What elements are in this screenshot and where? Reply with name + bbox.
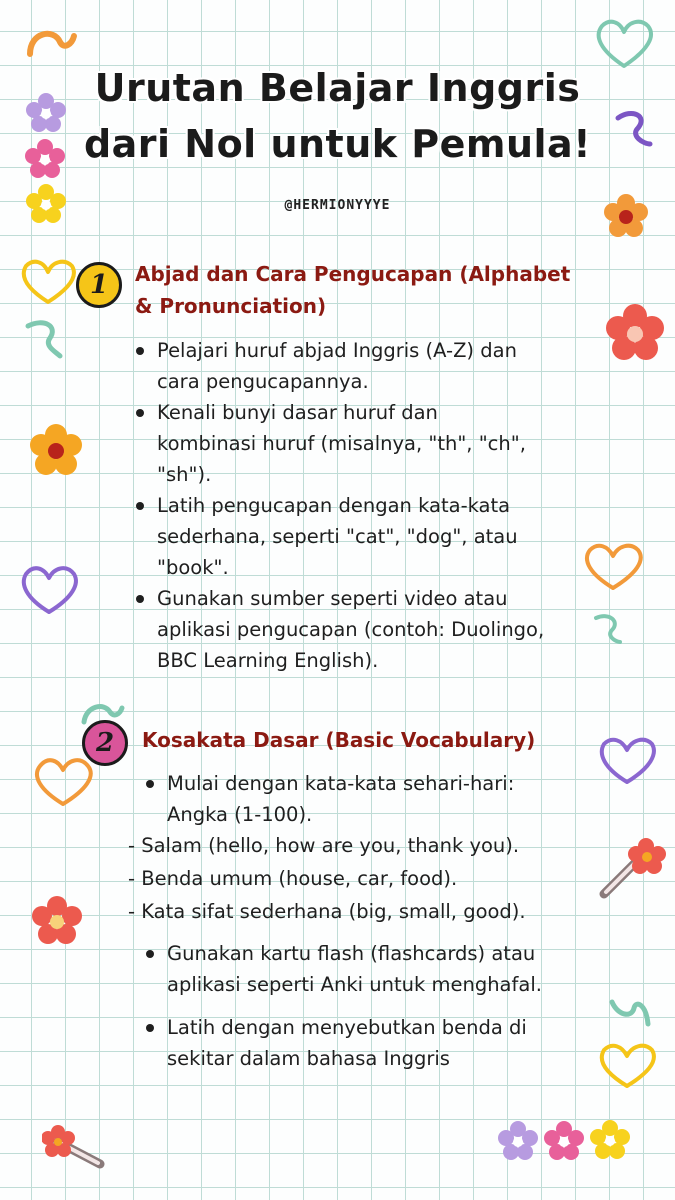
list-item-line: sederhana, seperti "cat", "dog", atau [157, 525, 518, 548]
list-item-line: cara pengucapannya. [157, 370, 369, 393]
list-item [133, 397, 633, 490]
heart-icon [594, 1040, 660, 1092]
section-2-bullet-list-b [143, 938, 623, 1000]
flower-icon [589, 1119, 631, 1161]
list-item-line: Pelajari huruf abjad Inggris (A-Z) dan [157, 339, 517, 362]
squiggle-icon [24, 22, 80, 62]
list-item-line: BBC Learning English). [157, 649, 379, 672]
section-1-heading [135, 258, 570, 322]
list-item-line: sekitar dalam bahasa Inggris [167, 1047, 450, 1070]
list-item-line: Latih pengucapan dengan kata-kata [157, 494, 511, 517]
sub-item-common-objects: - Benda umum (house, car, food). [128, 867, 458, 890]
flower-icon [606, 304, 664, 362]
list-item-line: Kenali bunyi dasar huruf dan [157, 401, 438, 424]
section-1-number-badge [76, 262, 122, 308]
section-1-heading-line-1: Abjad dan Cara Pengucapan (Alphabet [135, 262, 571, 286]
sub-item-adjectives: - Kata sifat sederhana (big, small, good). [128, 900, 526, 923]
list-item-line: aplikasi pengucapan (contoh: Duolingo, [157, 618, 545, 641]
section-2-number: 2 [95, 728, 115, 758]
list-item-line: Latih dengan menyebutkan benda di [167, 1016, 527, 1039]
flower-icon [30, 424, 82, 476]
list-item-line: aplikasi seperti Anki untuk menghafal. [167, 973, 542, 996]
hair-clip-icon [598, 836, 666, 900]
list-item-line: Angka (1-100). [167, 803, 313, 826]
heart-icon [578, 538, 648, 594]
list-item-line: "book". [157, 556, 229, 579]
squiggle-icon [80, 700, 126, 728]
title-line-2: dari Nol untuk Pemula! [83, 122, 592, 166]
list-item-line: Gunakan kartu flash (flashcards) atau [167, 942, 536, 965]
list-item [133, 583, 633, 676]
flower-icon [32, 896, 82, 946]
list-item [143, 1012, 623, 1074]
flower-icon [24, 138, 66, 180]
list-item-line: Mulai dengan kata-kata sehari-hari: [167, 772, 515, 795]
heart-icon [16, 560, 82, 618]
flower-icon [543, 1120, 585, 1162]
list-item-line: kombinasi huruf (misalnya, "th", "ch", [157, 432, 526, 455]
heart-icon [590, 14, 658, 72]
list-item-line: "sh"). [157, 463, 212, 486]
heart-icon [594, 732, 660, 788]
list-item [143, 938, 623, 1000]
squiggle-icon [608, 996, 652, 1030]
section-1-bullet-list [133, 335, 633, 676]
squiggle-icon [612, 108, 656, 152]
list-item [133, 490, 633, 583]
list-item [143, 768, 623, 830]
section-2-bullet-list-a [143, 768, 623, 830]
hair-clip-icon [42, 1124, 106, 1172]
squiggle-icon [22, 316, 66, 360]
flower-icon [497, 1120, 539, 1162]
sub-item-greetings: - Salam (hello, how are you, thank you). [128, 834, 520, 857]
squiggle-icon [590, 612, 626, 646]
list-item [133, 335, 633, 397]
title-line-1: Urutan Belajar Inggris [94, 66, 581, 110]
heart-icon [16, 256, 80, 308]
author-handle: @HERMIONYYYE [284, 198, 391, 213]
page-title [0, 60, 675, 172]
flower-icon [25, 92, 67, 134]
section-2-heading: Kosakata Dasar (Basic Vocabulary) [142, 728, 536, 752]
section-1-heading-line-2: & Pronunciation) [135, 294, 327, 318]
flower-icon [25, 183, 67, 225]
section-1-number: 1 [89, 270, 109, 300]
flower-icon [604, 194, 648, 238]
list-item-line: Gunakan sumber seperti video atau [157, 587, 508, 610]
section-2-bullet-list-c [143, 1012, 623, 1074]
heart-icon [28, 752, 98, 810]
